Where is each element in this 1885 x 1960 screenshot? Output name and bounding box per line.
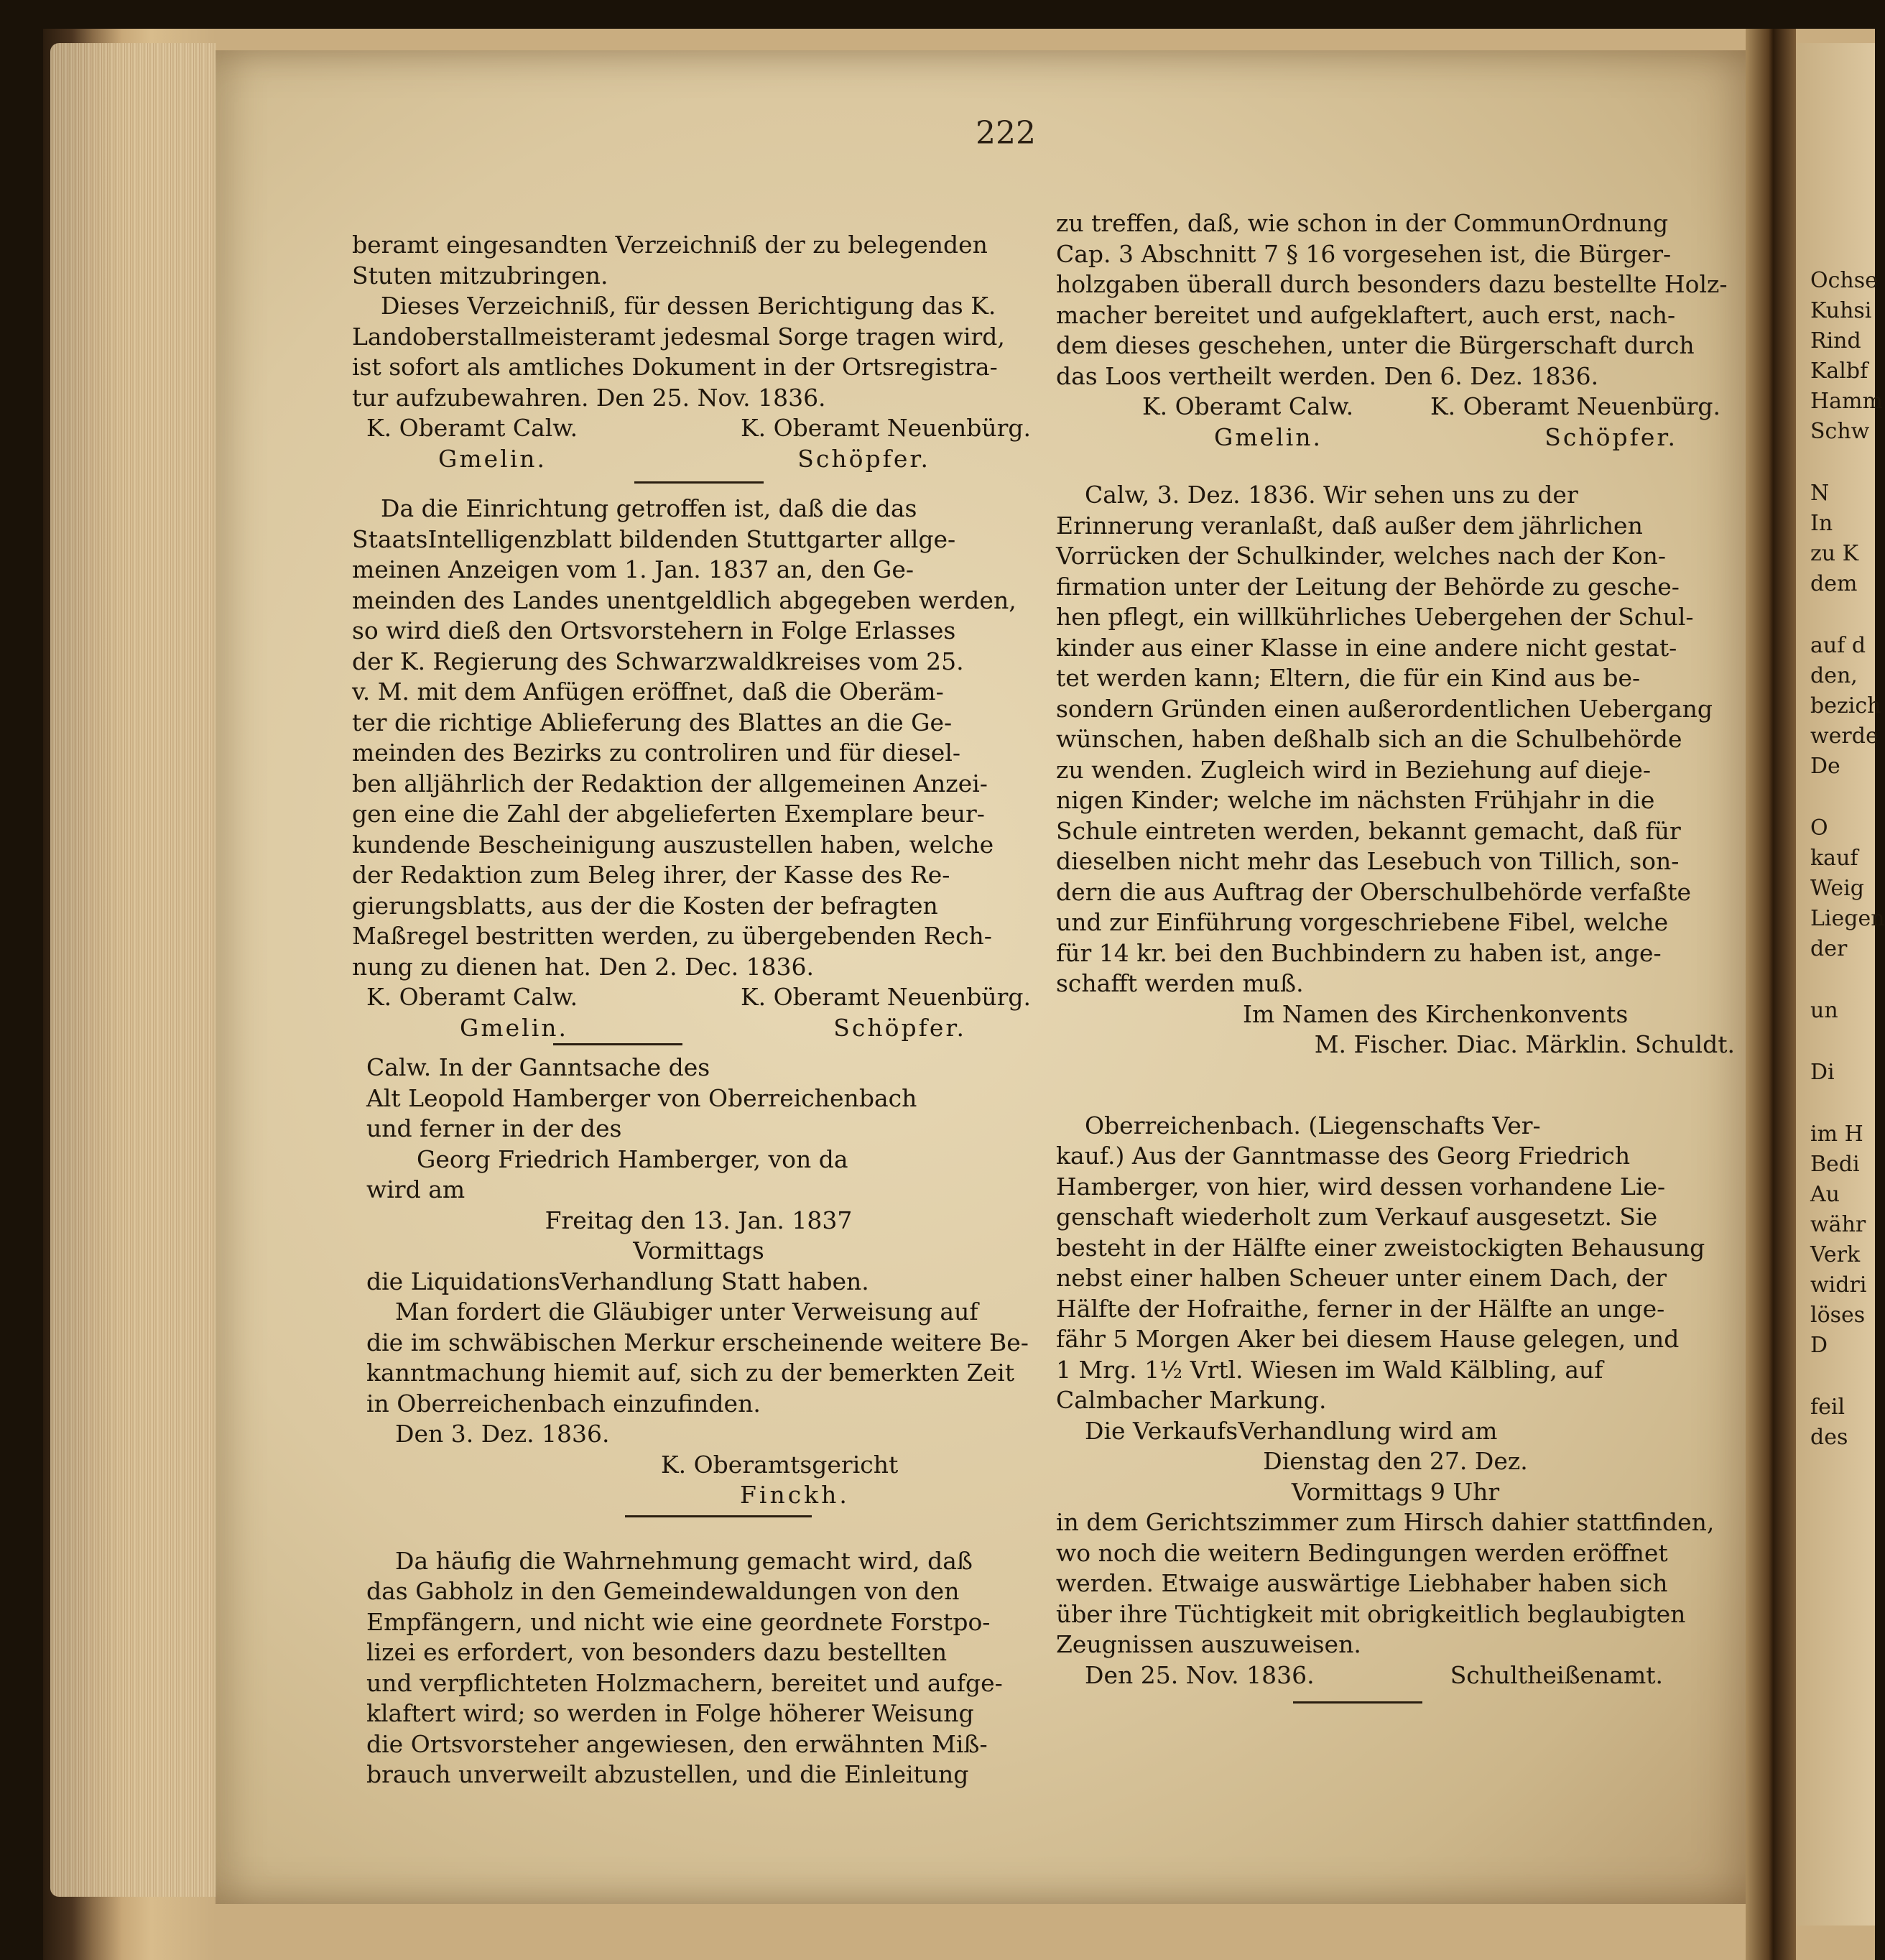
signature-name: Gmelin. <box>460 1013 569 1042</box>
text-line: nigen Kinder; welche im nächsten Frühjahr in die <box>1056 786 1655 814</box>
fragment: kauf <box>1810 846 1858 871</box>
text-line: das Gabholz in den Gemeindewaldungen von den <box>366 1577 960 1605</box>
fragment: Di <box>1810 1060 1835 1085</box>
fragment: auf d <box>1810 633 1866 658</box>
section-rule <box>625 1515 812 1517</box>
signature-offices <box>352 413 1045 444</box>
text-line: Empfängern, und nicht wie eine geordnete Forstpo- <box>366 1607 991 1636</box>
fragment: Rind <box>1810 328 1861 353</box>
text-line: Calmbacher Markung. <box>1056 1386 1327 1414</box>
text-line: Freitag den 13. Jan. 1837 <box>545 1206 853 1234</box>
text-line: Man fordert die Gläubiger unter Verweisung auf <box>395 1298 978 1326</box>
fragment: In <box>1810 511 1833 536</box>
fragment: werde <box>1810 724 1879 749</box>
signature-names: M. Fischer. Diac. Märklin. Schuldt. <box>1314 1030 1735 1058</box>
text-line: Da häufig die Wahrnehmung gemacht wird, daß <box>395 1546 973 1575</box>
text-line: Dieses Verzeichniß, für dessen Berichtigung das K. <box>381 292 996 320</box>
text-line: dern die aus Auftrag der Oberschulbehörde verfaßte <box>1056 877 1692 906</box>
text-line: in Oberreichenbach einzufinden. <box>366 1389 761 1418</box>
spacer <box>1810 964 1875 996</box>
spacer <box>1810 1088 1875 1119</box>
text-line: Calw, 3. Dez. 1836. Wir sehen uns zu der <box>1085 481 1578 509</box>
text-line: und verpflichteten Holzmachern, bereitet und aufge- <box>366 1668 1003 1697</box>
fragment: N <box>1810 481 1830 506</box>
fragment: dem <box>1810 571 1858 596</box>
fragment: währ <box>1810 1212 1866 1237</box>
signature-name: Gmelin. <box>438 444 547 473</box>
text-line: Alt Leopold Hamberger von Oberreichenbach <box>366 1083 917 1112</box>
notice-firewood <box>352 1546 1045 1790</box>
text-line: genschaft wiederholt zum Verkauf ausgesetzt. Sie <box>1056 1203 1658 1231</box>
text-line: v. M. mit dem Anfügen eröffnet, daß die Oberäm- <box>352 678 944 706</box>
text-line: Vormittags <box>633 1236 764 1265</box>
fragment: De <box>1810 754 1840 779</box>
text-line: hen pflegt, ein willkührliches Uebergehen der Schul- <box>1056 603 1694 631</box>
text-line: nebst einer halben Scheuer unter einem Dach, der <box>1056 1264 1667 1292</box>
text-line: für 14 kr. bei den Buchbindern zu haben ist, ange- <box>1056 938 1662 967</box>
signature-office: K. Oberamtsgericht <box>661 1450 899 1479</box>
text-line: die LiquidationsVerhandlung Statt haben. <box>366 1267 869 1295</box>
signature-name: Schöpfer. <box>797 444 930 473</box>
fragment: widri <box>1810 1272 1867 1298</box>
signature-office: K. Oberamt Neuenbürg. <box>740 983 1031 1011</box>
text-line: das Loos vertheilt werden. Den 6. Dez. 1836. <box>1056 361 1599 390</box>
text-line: Maßregel bestritten werden, zu übergebenden Rech- <box>352 922 992 950</box>
fragment: der <box>1810 936 1848 961</box>
text-line: Vormittags 9 Uhr <box>1291 1477 1500 1506</box>
fragment: Hamm <box>1810 389 1883 414</box>
fragment: un <box>1810 998 1838 1023</box>
text-line: Schule eintreten werden, bekannt gemacht, daß für <box>1056 816 1681 845</box>
text-line: Landoberstallmeisteramt jedesmal Sorge tragen wird, <box>352 322 1005 351</box>
signature-office: K. Oberamt Calw. <box>366 983 578 1011</box>
text-line: meinden des Landes unentgeldlich abgegeben werden, <box>352 586 1016 614</box>
text-line: Oberreichenbach. (Liegenschafts Ver- <box>1085 1111 1541 1140</box>
text-line: meinen Anzeigen vom 1. Jan. 1837 an, den Ge- <box>352 555 914 583</box>
text-line: dem dieses geschehen, unter die Bürgerschaft durch <box>1056 331 1695 359</box>
fragment: feil <box>1810 1395 1845 1420</box>
spacer <box>1056 453 1735 480</box>
text-line: Calw. In der Ganntsache des <box>366 1053 710 1081</box>
text-line: der Redaktion zum Beleg ihrer, der Kasse des Re- <box>352 861 950 889</box>
text-line: werden. Etwaige auswärtige Liebhaber haben sich <box>1056 1569 1668 1597</box>
text-line: dieselben nicht mehr das Lesebuch von Tillich, son- <box>1056 847 1680 875</box>
section-rule <box>1293 1701 1422 1704</box>
text-line: und zur Einführung vorgeschriebene Fibel, welche <box>1056 908 1669 936</box>
text-line: ter die richtige Ablieferung des Blattes an die Ge- <box>352 708 953 736</box>
text-line: schafft werden muß. <box>1056 969 1304 997</box>
text-line: Vorrücken der Schulkinder, welches nach der Kon- <box>1056 542 1667 570</box>
signature-name: Schöpfer. <box>1544 422 1677 451</box>
text-line: die Ortsvorsteher angewiesen, den erwähnten Miß- <box>366 1729 988 1758</box>
text-line: kundende Bescheinigung auszustellen haben, welche <box>352 830 994 859</box>
text-line: Den 25. Nov. 1836. <box>1085 1660 1315 1689</box>
fragment: Liegen <box>1810 906 1885 931</box>
fragment: Ochse <box>1810 268 1878 293</box>
signature-office: Schultheißenamt. <box>1450 1661 1663 1689</box>
text-line: tet werden kann; Eltern, die für ein Kind aus be- <box>1056 664 1641 692</box>
signature-name: Finckh. <box>740 1481 850 1509</box>
spacer <box>1056 1060 1735 1111</box>
fragment: Bedi <box>1810 1152 1860 1177</box>
text-line: die im schwäbischen Merkur erscheinende weitere Be- <box>366 1328 1029 1356</box>
notice-firewood-continued <box>1056 208 1735 453</box>
text-line: ist sofort als amtliches Dokument in der Ortsregistra- <box>352 353 998 381</box>
text-line: nung zu dienen hat. Den 2. Dec. 1836. <box>352 952 815 981</box>
fragment: bezich <box>1810 693 1881 718</box>
text-line: meinden des Bezirks zu controliren und für diesel- <box>352 739 961 767</box>
spacer <box>1810 1361 1875 1392</box>
text-line: brauch unverweilt abzustellen, und die Einleitung <box>366 1760 969 1788</box>
text-line: Erinnerung veranlaßt, daß außer dem jährlichen <box>1056 511 1643 540</box>
spacer <box>1810 447 1875 479</box>
text-line: wünschen, haben deßhalb sich an die Schulbehörde <box>1056 725 1682 753</box>
notice-stud-register <box>352 230 1045 474</box>
text-line: Den 3. Dez. 1836. <box>395 1420 610 1448</box>
signature-office: K. Oberamt Neuenbürg. <box>740 414 1031 442</box>
notice-bankruptcy-hamberger <box>352 1053 1045 1511</box>
text-line: wird am <box>366 1175 466 1203</box>
fragment: Verk <box>1810 1242 1861 1267</box>
fragment: im H <box>1810 1122 1863 1147</box>
text-line: wo noch die weitern Bedingungen werden eröffnet <box>1056 1538 1668 1567</box>
notice-school-promotion <box>1056 480 1735 1060</box>
text-line: 1 Mrg. 1½ Vrtl. Wiesen im Wald Kälbling, auf <box>1056 1355 1603 1384</box>
fragment: zu K <box>1810 541 1859 566</box>
signature-line: Im Namen des Kirchenkonvents <box>1243 999 1629 1028</box>
fragment: Schw <box>1810 419 1870 444</box>
text-line: gen eine die Zahl der abgelieferten Exemplare beur- <box>352 800 985 828</box>
right-column <box>1056 208 1735 1704</box>
text-line: besteht in der Hälfte einer zweistockigten Behausung <box>1056 1233 1705 1262</box>
text-line: klaftert wird; so werden in Folge höherer Weisung <box>366 1699 974 1727</box>
fragment: Kalbf <box>1810 359 1868 384</box>
text-line: holzgaben überall durch besonders dazu bestellte Holz- <box>1056 270 1728 298</box>
text-line: so wird dieß den Ortsvorstehern in Folge Erlasses <box>352 616 956 644</box>
text-line: fähr 5 Morgen Aker bei diesem Hause gelegen, und <box>1056 1325 1680 1353</box>
text-line: Hamberger, von hier, wird dessen vorhandene Lie- <box>1056 1172 1666 1201</box>
text-line: Die VerkaufsVerhandlung wird am <box>1085 1416 1498 1445</box>
text-line: Zeugnissen auszuweisen. <box>1056 1630 1361 1658</box>
notice-property-sale <box>1056 1111 1735 1691</box>
page-block-edges <box>50 43 216 1897</box>
signature-name: Schöpfer. <box>833 1013 966 1042</box>
text-line: und ferner in der des <box>366 1114 622 1142</box>
fragment: des <box>1810 1425 1848 1450</box>
text-line: zu treffen, daß, wie schon in der CommunOrdnung <box>1056 209 1669 237</box>
text-line: kinder aus einer Klasse in eine andere nicht gestat- <box>1056 633 1677 662</box>
text-line: Georg Friedrich Hamberger, von da <box>417 1145 848 1173</box>
signature-name: Gmelin. <box>1214 422 1323 451</box>
fragment: O <box>1810 815 1828 841</box>
text-line: Stuten mitzubringen. <box>352 261 608 290</box>
notice-intelligence-paper <box>352 494 1045 1043</box>
text-line: kanntmachung hiemit auf, sich zu der bemerkten Zeit <box>366 1359 1014 1387</box>
section-rule <box>634 481 764 484</box>
text-line: Cap. 3 Abschnitt 7 § 16 vorgesehen ist, die Bürger- <box>1056 239 1672 268</box>
text-line: ben alljährlich der Redaktion der allgemeinen Anzei- <box>352 769 988 798</box>
page-number: 222 <box>976 115 1036 152</box>
text-line: sondern Gründen einen außerordentlichen Uebergang <box>1056 694 1713 723</box>
text-line: firmation unter der Leitung der Behörde zu gesche- <box>1056 572 1680 601</box>
next-page-column <box>1810 266 1885 1453</box>
fragment: D <box>1810 1333 1828 1358</box>
signature-office: K. Oberamt Calw. <box>366 414 578 442</box>
signature-office: K. Oberamt Neuenbürg. <box>1430 392 1720 420</box>
section-rule <box>553 1043 682 1045</box>
fragment: den, <box>1810 663 1858 688</box>
signature-offices <box>352 982 1045 1013</box>
spacer <box>1810 782 1875 813</box>
text-line: der K. Regierung des Schwarzwaldkreises vom 25. <box>352 647 964 675</box>
text-line: beramt eingesandten Verzeichniß der zu belegenden <box>352 231 988 259</box>
signature-names <box>352 444 1045 475</box>
fragment: Au <box>1810 1182 1840 1207</box>
spacer <box>1810 1026 1875 1058</box>
text-line: macher bereitet und aufgeklaftert, auch erst, nach- <box>1056 300 1676 329</box>
fragment: löses <box>1810 1303 1866 1328</box>
signature-names <box>352 1013 1045 1044</box>
spacer <box>1810 599 1875 631</box>
text-line: StaatsIntelligenzblatt bildenden Stuttgarter allge- <box>352 524 956 553</box>
signature-offices <box>1056 392 1735 422</box>
text-line: lizei es erfordert, von besonders dazu bestellten <box>366 1638 948 1666</box>
text-line: Dienstag den 27. Dez. <box>1263 1447 1528 1475</box>
text-line: in dem Gerichtszimmer zum Hirsch dahier stattfinden, <box>1056 1508 1715 1536</box>
left-column <box>352 230 1045 1790</box>
fragment: Kuhsi <box>1810 298 1872 323</box>
text-line: tur aufzubewahren. Den 25. Nov. 1836. <box>352 383 826 412</box>
fragment: Weig <box>1810 876 1864 901</box>
text-line: über ihre Tüchtigkeit mit obrigkeitlich beglaubigten <box>1056 1599 1686 1628</box>
text-line: Hälfte der Hofraithe, ferner in der Hälfte an unge- <box>1056 1294 1665 1323</box>
text-line: gierungsblatts, aus der die Kosten der befragten <box>352 891 938 920</box>
signature-office: K. Oberamt Calw. <box>1142 392 1354 420</box>
text-line: Da die Einrichtung getroffen ist, daß die das <box>381 494 917 522</box>
book-gutter <box>1746 29 1796 1960</box>
signature-names <box>1056 422 1735 453</box>
text-line: zu wenden. Zugleich wird in Beziehung auf dieje- <box>1056 755 1652 784</box>
text-line: kauf.) Aus der Ganntmasse des Georg Friedrich <box>1056 1142 1631 1170</box>
